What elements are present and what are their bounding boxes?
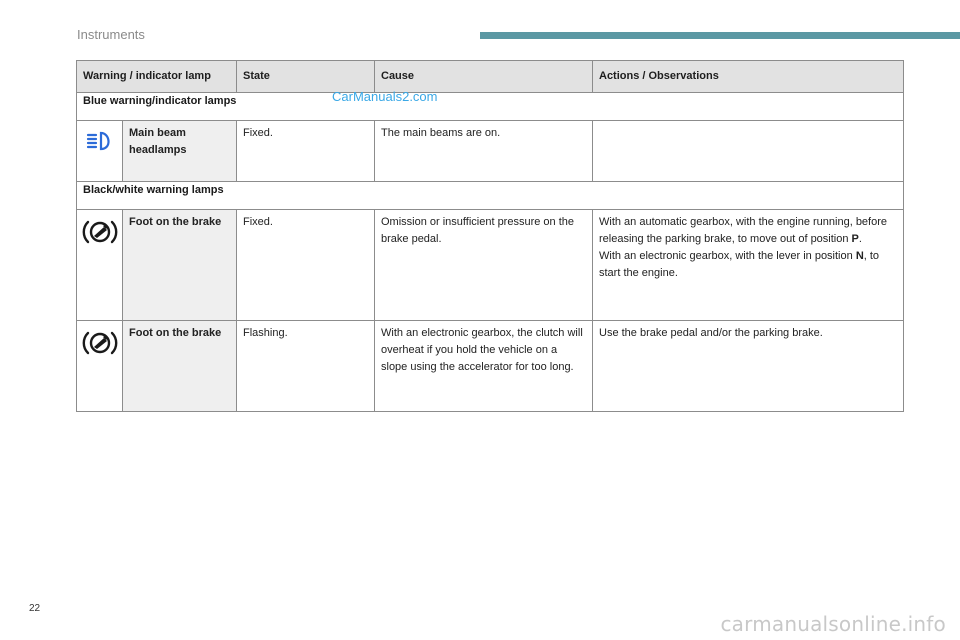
footer-site-watermark: carmanualsonline.info <box>720 612 946 636</box>
table-header-row <box>77 61 904 93</box>
column-header-state: State <box>237 61 375 93</box>
group-title-black-white: Black/white warning lamps <box>77 182 904 210</box>
table-row <box>77 321 904 412</box>
actions-text: , to start the engine. <box>599 250 880 279</box>
group-header-blue <box>77 93 904 121</box>
gear-position-p: P <box>851 233 859 245</box>
lamp-cause: The main beams are on. <box>375 121 593 182</box>
lamp-actions: Use the brake pedal and/or the parking brake. <box>593 321 904 412</box>
lamp-cause: With an electronic gearbox, the clutch will overheat if you hold the vehicle on a slope using the accelerator for too long. <box>375 321 593 412</box>
column-header-lamp: Warning / indicator lamp <box>77 61 237 93</box>
foot-on-brake-icon <box>82 348 118 360</box>
group-header-black-white <box>77 182 904 210</box>
lamp-name: Foot on the brake <box>123 321 237 412</box>
lamp-state: Flashing. <box>237 321 375 412</box>
lamp-state: Fixed. <box>237 210 375 321</box>
section-accent-bar <box>480 32 960 39</box>
lamp-cause: Omission or insufficient pressure on the brake pedal. <box>375 210 593 321</box>
actions-text: With an automatic gearbox, with the engine running, before releasing the parking brake, to move out of position <box>599 216 888 245</box>
column-header-cause: Cause <box>375 61 593 93</box>
warning-lamps-table <box>76 60 904 412</box>
lamp-actions <box>593 210 904 321</box>
actions-text: . <box>858 233 862 245</box>
column-header-actions: Actions / Observations <box>593 61 904 93</box>
section-title: Instruments <box>77 27 145 42</box>
table-row <box>77 210 904 321</box>
lamp-icon-cell <box>77 321 123 412</box>
main-beam-icon <box>85 144 115 156</box>
lamp-icon-cell <box>77 210 123 321</box>
gear-position-n: N <box>855 250 864 262</box>
watermark: CarManuals2.com <box>332 89 438 104</box>
lamp-icon-cell <box>77 121 123 182</box>
lamp-name: Main beam headlamps <box>123 121 237 182</box>
page-number: 22 <box>29 603 41 614</box>
lamp-state: Fixed. <box>237 121 375 182</box>
table-row <box>77 121 904 182</box>
lamp-actions <box>593 121 904 182</box>
group-title-blue: Blue warning/indicator lamps <box>77 93 904 121</box>
lamp-name: Foot on the brake <box>123 210 237 321</box>
foot-on-brake-icon <box>82 237 118 249</box>
actions-text: With an electronic gearbox, with the lever in position <box>599 250 856 262</box>
